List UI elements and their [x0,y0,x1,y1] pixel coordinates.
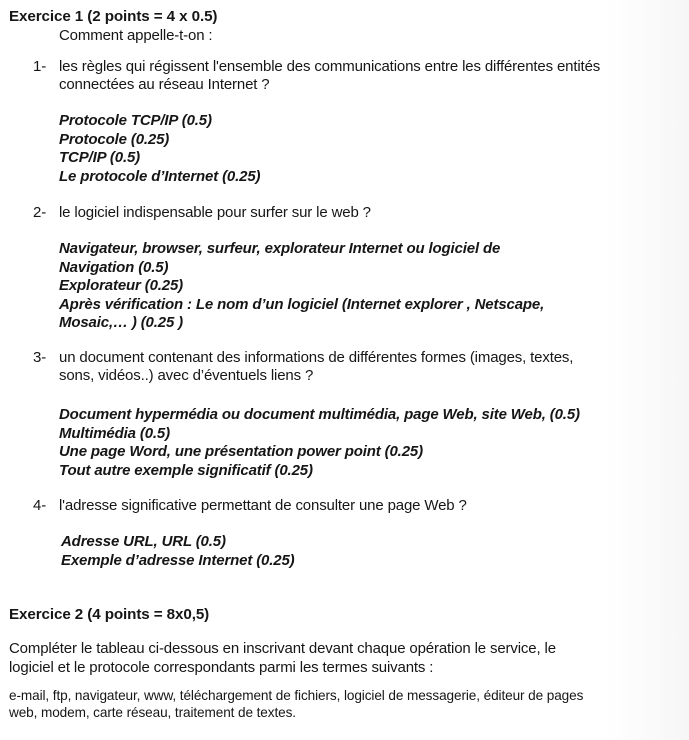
answer-line: Navigation (0.5) [59,258,169,276]
question-3 [33,349,574,384]
question-line: le logiciel indispensable pour surfer sur le web ? [59,204,371,221]
answers-3 [59,406,580,480]
question-number: 1- [33,58,47,75]
answer-line: Mosaic,… ) (0.25 ) [59,314,184,331]
instruction-line: logiciel et le protocole correspondants parmi les termes suivants : [9,659,434,676]
answers-4 [61,533,294,570]
answer-line: Protocole (0.25) [59,130,170,148]
answer-line: Le protocole d’Internet (0.25) [59,167,261,185]
answers-1 [59,112,260,186]
answer-line: TCP/IP (0.5) [59,149,140,166]
exercise-2-title: Exercice 2 (4 points = 8x0,5) [9,606,210,623]
question-1 [33,58,601,93]
exercise-1-intro: Comment appelle-t-on : [59,27,213,44]
question-line: les règles qui régissent l'ensemble des communications entre les différentes entités [59,58,601,75]
question-number: 4- [33,497,47,514]
question-number: 3- [33,349,47,366]
answer-line: Une page Word, une présentation power point (0.25) [59,443,423,460]
question-2 [33,204,371,221]
answer-line: Adresse URL, URL (0.5) [61,533,226,550]
question-number: 2- [33,204,47,221]
question-line: un document contenant des informations de différentes formes (images, textes, [59,349,574,366]
answer-line: Multimédia (0.5) [59,424,170,442]
answer-line: Document hypermédia ou document multimédia, page Web, site Web, (0.5) [59,406,580,423]
exercise-2-terms [9,687,583,721]
exercise-1-title: Exercice 1 (2 points = 4 x 0.5) [9,8,218,25]
terms-line: web, modem, carte réseau, traitement de textes. [9,705,296,720]
terms-line: e-mail, ftp, navigateur, www, téléchargement de fichiers, logiciel de messagerie, éditeur de pages [9,688,584,703]
exercise-2-instruction [9,639,556,677]
question-line: sons, vidéos..) avec d’éventuels liens ? [59,367,314,384]
answer-line: Explorateur (0.25) [59,277,184,294]
answer-line: Tout autre exemple significatif (0.25) [59,461,313,479]
question-4 [33,497,467,514]
question-line: l'adresse significative permettant de consulter une page Web ? [59,497,467,514]
answer-line: Protocole TCP/IP (0.5) [59,112,212,129]
question-line: connectées au réseau Internet ? [59,76,270,93]
answer-line: Exemple d’adresse Internet (0.25) [61,551,295,569]
answer-line: Navigateur, browser, surfeur, explorateur Internet ou logiciel de [59,240,501,257]
answers-2 [59,240,544,333]
instruction-line: Compléter le tableau ci-dessous en inscrivant devant chaque opération le service, le [9,640,556,657]
answer-line: Après vérification : Le nom d’un logiciel (Internet explorer , Netscape, [59,295,545,313]
